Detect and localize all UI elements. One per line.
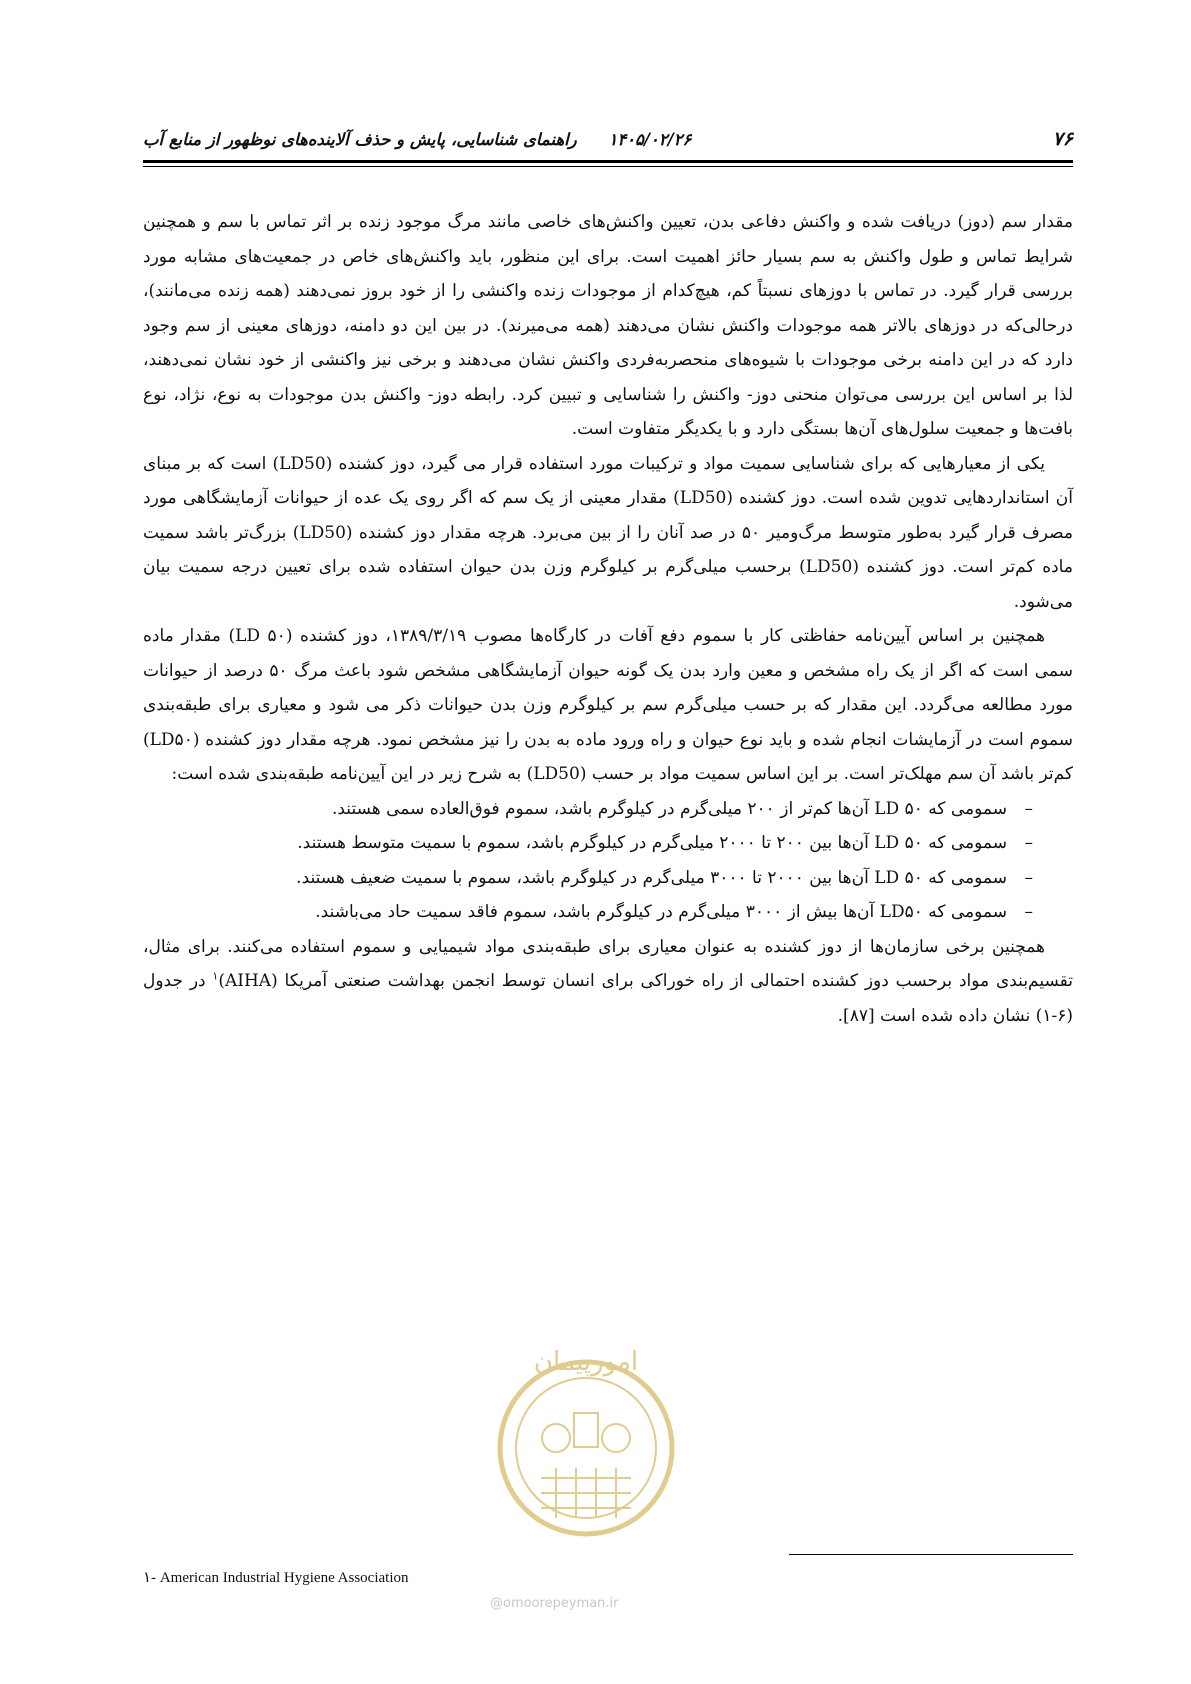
footnote bbox=[143, 1568, 409, 1587]
watermark-logo-text: امورپیمان bbox=[533, 1347, 639, 1377]
footnote-rule bbox=[789, 1554, 1073, 1555]
footnote-marker: ۱- bbox=[143, 1570, 157, 1586]
book-title: راهنمای شناسایی، پایش و حذف آلاینده‌های نوظهور از منابع آب bbox=[143, 130, 577, 149]
footnote-text: American Industrial Hygiene Association bbox=[159, 1570, 409, 1586]
header-title-line bbox=[143, 130, 691, 149]
body-text bbox=[143, 205, 1073, 1033]
paragraph-dose-response: مقدار سم (دوز) دریافت شده و واکنش دفاعی بدن، تعیین واکنش‌های خاصی مانند مرگ موجود زنده بر اثر تماس با سم و همچنین شرایط تماس و طول واکنش به سم بسیار حائز اهمیت است. برای این منظور، باید واکنش‌های خاص در جمعیت‌های مشابه مورد بررسی قرار گیرد. در تماس با دوزهای نسبتاً کم، هیچ‌کدام از موجودات زنده واکنشی را از خود بروز نمی‌دهند (همه زنده می‌مانند)، درحالی‌که در دوزهای بالاتر همه موجودات واکنش نشان می‌دهند (همه می‌میرند). در بین این دو دامنه، دوزهای معینی از سم وجود دارد که در این دامنه برخی موجودات با شیوه‌های منحصربه‌فردی واکنش نشان می‌دهند و برخی نیز واکنشی از خود نشان نمی‌دهند، لذا بر اساس این بررسی می‌توان منحنی دوز- واکنش را شناسایی و تبیین کرد. رابطه دوز- واکنش بدن موجودات به نوع، نژاد، نوع بافت‌ها و جمعیت سلول‌های آن‌ها بستگی دارد و با یکدیگر متفاوت است. bbox=[143, 212, 1073, 439]
aiha-text-end: در جدول (۶-۱) نشان داده شده است [۸۷]. bbox=[143, 971, 1073, 1026]
running-header bbox=[143, 122, 1073, 156]
page-number: ۷۶ bbox=[1052, 128, 1073, 150]
list-item: – سمومی که LD ۵۰ آن‌ها کم‌تر از ۲۰۰ میلی‌گرم در کیلوگرم باشد، سموم فوق‌العاده سمی هستند. bbox=[143, 792, 1033, 827]
list-item: – سمومی که LD۵۰ آن‌ها بیش از ۳۰۰۰ میلی‌گرم در کیلوگرم باشد، سموم فاقد سمیت حاد می‌باشند. bbox=[143, 895, 1033, 930]
paragraph-regulation: همچنین بر اساس آیین‌نامه حفاظتی کار با سموم دفع آفات در کارگاه‌ها مصوب ۱۳۸۹/۳/۱۹، دوز کشنده (LD ۵۰) مقدار ماده سمی است که اگر از یک راه مشخص و معین وارد بدن یک گونه حیوان آزمایشگاهی مشخص شود باعث مرگ ۵۰ درصد از حیوانات مورد مطالعه می‌گردد. این مقدار که بر حسب میلی‌گرم سم بر کیلوگرم وزن بدن حیوانات ذکر می شود و معیاری برای طبقه‌بندی سموم است در آزمایشات انجام شده و باید نوع حیوان و راه ورود ماده به بدن را نیز مشخص نمود. هرچه مقدار دوز کشنده (LD۵۰) کم‌تر باشد آن سم مهلک‌تر است. بر این اساس سمیت مواد بر حسب (LD50) به شرح زیر در این آیین‌نامه طبقه‌بندی شده است: bbox=[143, 626, 1074, 784]
toxicity-class-list bbox=[143, 792, 1073, 930]
list-item: – سمومی که LD ۵۰ آن‌ها بین ۲۰۰۰ تا ۳۰۰۰ میلی‌گرم در کیلوگرم باشد، سموم با سمیت ضعیف هستند. bbox=[143, 861, 1033, 896]
paragraph-aiha bbox=[143, 930, 1073, 1034]
header-date: ۱۴۰۵/۰۲/۲۶ bbox=[608, 130, 692, 149]
watermark-handle: @omoorepeyman.ir bbox=[490, 1596, 619, 1611]
paragraph-ld50-definition: یکی از معیارهایی که برای شناسایی سمیت مواد و ترکیبات مورد استفاده قرار می گیرد، دوز کشنده (LD50) است که بر مبنای آن استانداردهایی تدوین شده است. دوز کشنده (LD50) مقدار معینی از یک سم که اگر روی یک عده از حیوانات آزمایشگاهی مورد مصرف قرار گیرد به‌طور متوسط مرگ‌ومیر ۵۰ در صد آنان را از بین می‌برد. هرچه مقدار دوز کشنده (LD50) بزرگ‌تر باشد سمیت ماده کم‌تر است. دوز کشنده (LD50) برحسب میلی‌گرم بر کیلوگرم وزن بدن حیوان استفاده شده برای تعیین درجه سمیت بیان می‌شود. bbox=[143, 453, 1073, 612]
list-item: – سمومی که LD ۵۰ آن‌ها بین ۲۰۰ تا ۲۰۰۰ میلی‌گرم در کیلوگرم باشد، سموم با سمیت متوسط هستند. bbox=[143, 826, 1033, 861]
header-rule-thick bbox=[143, 160, 1073, 163]
aiha-text: همچنین برخی سازمان‌ها از دوز کشنده به عنوان معیاری برای طبقه‌بندی مواد شیمیایی و سموم استفاده می‌کنند. برای مثال، تقسیم‌بندی مواد برحسب دوز کشنده احتمالی از راه خوراکی برای انسان توسط انجمن بهداشت صنعتی آمریکا (AIHA) bbox=[143, 936, 1073, 991]
watermark-logo bbox=[486, 1318, 686, 1578]
header-rule-thin bbox=[143, 166, 1073, 167]
footnote-reference: ۱ bbox=[212, 969, 219, 983]
